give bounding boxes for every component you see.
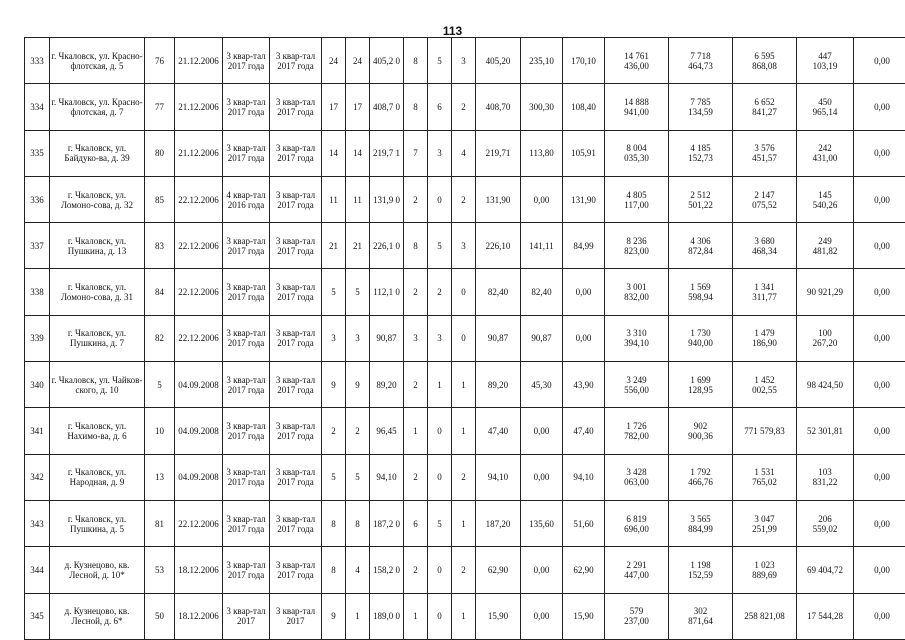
count-2-cell: 24 (346, 38, 370, 84)
area-total-cell: 112,1 0 (370, 269, 404, 315)
table-row (25, 500, 905, 546)
sum-total-cell: 3 428 063,00 (605, 454, 669, 500)
quarter-start-cell: 3 квар-тал 2017 года (223, 269, 270, 315)
area-b-cell: 0,00 (521, 454, 563, 500)
sum-d-cell: 0,00 (854, 547, 905, 593)
area-b-cell: 0,00 (521, 547, 563, 593)
quarter-start-cell: 3 квар-тал 2017 года (223, 547, 270, 593)
count-4-cell: 5 (428, 38, 452, 84)
address-cell: г. Чкаловск, ул. Красно-флотская, д. 5 (50, 38, 145, 84)
sum-d-cell: 0,00 (854, 593, 905, 639)
sum-b-cell: 3 576 451,57 (733, 130, 797, 176)
count-3-cell: 2 (404, 269, 428, 315)
count-5-cell: 3 (452, 223, 476, 269)
year-cell: 13 (145, 454, 175, 500)
area-total-cell: 405,2 0 (370, 38, 404, 84)
sum-b-cell: 6 652 841,27 (733, 84, 797, 130)
count-4-cell: 0 (428, 408, 452, 454)
sum-a-cell: 1 699 128,95 (669, 362, 733, 408)
sum-a-cell: 1 569 598,94 (669, 269, 733, 315)
count-1-cell: 3 (322, 315, 346, 361)
count-4-cell: 0 (428, 593, 452, 639)
year-cell: 83 (145, 223, 175, 269)
count-3-cell: 1 (404, 593, 428, 639)
sum-c-cell: 52 301,81 (797, 408, 854, 454)
count-3-cell: 8 (404, 38, 428, 84)
quarter-start-cell: 3 квар-тал 2017 года (223, 408, 270, 454)
area-a-cell: 62,90 (476, 547, 521, 593)
count-1-cell: 8 (322, 547, 346, 593)
count-1-cell: 14 (322, 130, 346, 176)
count-4-cell: 0 (428, 176, 452, 222)
area-c-cell: 0,00 (563, 315, 605, 361)
count-2-cell: 11 (346, 176, 370, 222)
row-number: 337 (25, 223, 50, 269)
area-a-cell: 47,40 (476, 408, 521, 454)
sum-total-cell: 6 819 696,00 (605, 500, 669, 546)
sum-a-cell: 1 792 466,76 (669, 454, 733, 500)
sum-b-cell: 1 479 186,90 (733, 315, 797, 361)
count-5-cell: 0 (452, 315, 476, 361)
sum-b-cell: 6 595 868,08 (733, 38, 797, 84)
address-cell: г. Чкаловск, ул. Пушкина, д. 7 (50, 315, 145, 361)
area-a-cell: 94,10 (476, 454, 521, 500)
sum-d-cell: 0,00 (854, 84, 905, 130)
area-c-cell: 131,90 (563, 176, 605, 222)
year-cell: 50 (145, 593, 175, 639)
address-cell: г. Чкаловск, ул. Пушкина, д. 5 (50, 500, 145, 546)
sum-d-cell: 0,00 (854, 315, 905, 361)
sum-c-cell: 17 544,28 (797, 593, 854, 639)
sum-b-cell: 1 341 311,77 (733, 269, 797, 315)
count-5-cell: 2 (452, 547, 476, 593)
count-5-cell: 1 (452, 500, 476, 546)
count-1-cell: 17 (322, 84, 346, 130)
date-cell: 18.12.2006 (175, 547, 223, 593)
sum-a-cell: 1 198 152,59 (669, 547, 733, 593)
area-a-cell: 408,70 (476, 84, 521, 130)
area-c-cell: 94,10 (563, 454, 605, 500)
sum-total-cell: 3 249 556,00 (605, 362, 669, 408)
quarter-start-cell: 3 квар-тал 2017 года (223, 130, 270, 176)
row-number: 338 (25, 269, 50, 315)
count-5-cell: 1 (452, 362, 476, 408)
address-cell: д. Кузнецово, кв. Лесной, д. 6* (50, 593, 145, 639)
sum-d-cell: 0,00 (854, 223, 905, 269)
date-cell: 22.12.2006 (175, 176, 223, 222)
area-b-cell: 235,10 (521, 38, 563, 84)
area-total-cell: 226,1 0 (370, 223, 404, 269)
area-c-cell: 170,10 (563, 38, 605, 84)
sum-c-cell: 145 540,26 (797, 176, 854, 222)
sum-a-cell: 7 718 464,73 (669, 38, 733, 84)
count-3-cell: 7 (404, 130, 428, 176)
quarter-end-cell: 3 квар-тал 2017 года (270, 84, 322, 130)
area-b-cell: 90,87 (521, 315, 563, 361)
area-total-cell: 131,9 0 (370, 176, 404, 222)
sum-total-cell: 8 004 035,30 (605, 130, 669, 176)
count-1-cell: 2 (322, 408, 346, 454)
area-a-cell: 187,20 (476, 500, 521, 546)
sum-a-cell: 1 730 940,00 (669, 315, 733, 361)
date-cell: 22.12.2006 (175, 269, 223, 315)
area-total-cell: 90,87 (370, 315, 404, 361)
area-b-cell: 141,11 (521, 223, 563, 269)
sum-d-cell: 0,00 (854, 362, 905, 408)
sum-total-cell: 1 726 782,00 (605, 408, 669, 454)
row-number: 334 (25, 84, 50, 130)
sum-c-cell: 450 965,14 (797, 84, 854, 130)
area-total-cell: 89,20 (370, 362, 404, 408)
sum-c-cell: 103 831,22 (797, 454, 854, 500)
area-c-cell: 84,99 (563, 223, 605, 269)
address-cell: г. Чкаловск, ул. Чайков-ского, д. 10 (50, 362, 145, 408)
sum-c-cell: 249 481,82 (797, 223, 854, 269)
count-1-cell: 8 (322, 500, 346, 546)
sum-a-cell: 4 306 872,84 (669, 223, 733, 269)
sum-d-cell: 0,00 (854, 500, 905, 546)
date-cell: 04.09.2008 (175, 362, 223, 408)
area-a-cell: 131,90 (476, 176, 521, 222)
count-2-cell: 21 (346, 223, 370, 269)
sum-d-cell: 0,00 (854, 408, 905, 454)
area-b-cell: 135,60 (521, 500, 563, 546)
quarter-end-cell: 3 квар-тал 2017 года (270, 38, 322, 84)
row-number: 339 (25, 315, 50, 361)
year-cell: 80 (145, 130, 175, 176)
sum-c-cell: 69 404,72 (797, 547, 854, 593)
sum-a-cell: 4 185 152,73 (669, 130, 733, 176)
row-number: 336 (25, 176, 50, 222)
count-4-cell: 6 (428, 84, 452, 130)
table-row (25, 454, 905, 500)
table-row (25, 84, 905, 130)
quarter-end-cell: 3 квар-тал 2017 года (270, 454, 322, 500)
count-3-cell: 2 (404, 176, 428, 222)
count-5-cell: 2 (452, 176, 476, 222)
sum-c-cell: 98 424,50 (797, 362, 854, 408)
area-a-cell: 226,10 (476, 223, 521, 269)
count-2-cell: 3 (346, 315, 370, 361)
area-a-cell: 82,40 (476, 269, 521, 315)
sum-total-cell: 14 761 436,00 (605, 38, 669, 84)
quarter-end-cell: 3 квар-тал 2017 (270, 593, 322, 639)
sum-a-cell: 2 512 501,22 (669, 176, 733, 222)
sum-a-cell: 7 785 134,59 (669, 84, 733, 130)
area-c-cell: 105,91 (563, 130, 605, 176)
row-number: 340 (25, 362, 50, 408)
year-cell: 85 (145, 176, 175, 222)
address-cell: г. Чкаловск, ул. Красно-флотская, д. 7 (50, 84, 145, 130)
address-cell: г. Чкаловск, ул. Байдуко-ва, д. 39 (50, 130, 145, 176)
table-row (25, 38, 905, 84)
sum-a-cell: 902 900,36 (669, 408, 733, 454)
sum-d-cell: 0,00 (854, 130, 905, 176)
area-c-cell: 15,90 (563, 593, 605, 639)
sum-b-cell: 1 452 002,55 (733, 362, 797, 408)
count-4-cell: 5 (428, 500, 452, 546)
sum-c-cell: 100 267,20 (797, 315, 854, 361)
date-cell: 22.12.2006 (175, 223, 223, 269)
area-b-cell: 0,00 (521, 593, 563, 639)
sum-b-cell: 771 579,83 (733, 408, 797, 454)
area-a-cell: 405,20 (476, 38, 521, 84)
quarter-start-cell: 4 квар-тал 2016 года (223, 176, 270, 222)
date-cell: 21.12.2006 (175, 130, 223, 176)
sum-c-cell: 447 103,19 (797, 38, 854, 84)
address-cell: д. Кузнецово, кв. Лесной, д. 10* (50, 547, 145, 593)
area-total-cell: 94,10 (370, 454, 404, 500)
count-1-cell: 24 (322, 38, 346, 84)
row-number: 341 (25, 408, 50, 454)
quarter-end-cell: 3 квар-тал 2017 года (270, 130, 322, 176)
count-1-cell: 5 (322, 269, 346, 315)
count-5-cell: 4 (452, 130, 476, 176)
sum-total-cell: 14 888 941,00 (605, 84, 669, 130)
year-cell: 76 (145, 38, 175, 84)
count-5-cell: 0 (452, 269, 476, 315)
quarter-end-cell: 3 квар-тал 2017 года (270, 500, 322, 546)
year-cell: 84 (145, 269, 175, 315)
quarter-end-cell: 3 квар-тал 2017 года (270, 223, 322, 269)
count-5-cell: 1 (452, 408, 476, 454)
quarter-start-cell: 3 квар-тал 2017 года (223, 315, 270, 361)
address-cell: г. Чкаловск, ул. Народная, д. 9 (50, 454, 145, 500)
count-2-cell: 4 (346, 547, 370, 593)
count-4-cell: 2 (428, 269, 452, 315)
quarter-start-cell: 3 квар-тал 2017 года (223, 362, 270, 408)
area-c-cell: 43,90 (563, 362, 605, 408)
count-1-cell: 11 (322, 176, 346, 222)
count-2-cell: 14 (346, 130, 370, 176)
count-1-cell: 5 (322, 454, 346, 500)
count-2-cell: 5 (346, 454, 370, 500)
year-cell: 81 (145, 500, 175, 546)
sum-total-cell: 3 310 394,10 (605, 315, 669, 361)
row-number: 344 (25, 547, 50, 593)
sum-total-cell: 3 001 832,00 (605, 269, 669, 315)
area-total-cell: 189,0 0 (370, 593, 404, 639)
count-2-cell: 17 (346, 84, 370, 130)
row-number: 342 (25, 454, 50, 500)
sum-c-cell: 206 559,02 (797, 500, 854, 546)
sum-a-cell: 302 871,64 (669, 593, 733, 639)
address-cell: г. Чкаловск, ул. Ломоно-сова, д. 32 (50, 176, 145, 222)
area-c-cell: 0,00 (563, 269, 605, 315)
count-5-cell: 2 (452, 84, 476, 130)
count-4-cell: 3 (428, 315, 452, 361)
count-3-cell: 8 (404, 223, 428, 269)
count-4-cell: 0 (428, 454, 452, 500)
table-row (25, 315, 905, 361)
sum-b-cell: 258 821,08 (733, 593, 797, 639)
sum-c-cell: 242 431,00 (797, 130, 854, 176)
quarter-end-cell: 3 квар-тал 2017 года (270, 176, 322, 222)
count-4-cell: 0 (428, 547, 452, 593)
area-b-cell: 82,40 (521, 269, 563, 315)
date-cell: 18.12.2006 (175, 593, 223, 639)
date-cell: 04.09.2008 (175, 454, 223, 500)
quarter-end-cell: 3 квар-тал 2017 года (270, 362, 322, 408)
count-3-cell: 2 (404, 362, 428, 408)
sum-d-cell: 0,00 (854, 269, 905, 315)
date-cell: 21.12.2006 (175, 84, 223, 130)
row-number: 335 (25, 130, 50, 176)
count-5-cell: 2 (452, 454, 476, 500)
count-5-cell: 1 (452, 593, 476, 639)
area-a-cell: 89,20 (476, 362, 521, 408)
area-c-cell: 108,40 (563, 84, 605, 130)
table-row (25, 593, 905, 639)
area-total-cell: 96,45 (370, 408, 404, 454)
date-cell: 21.12.2006 (175, 38, 223, 84)
page-number: 113 (442, 24, 463, 38)
quarter-end-cell: 3 квар-тал 2017 года (270, 408, 322, 454)
sum-c-cell: 90 921,29 (797, 269, 854, 315)
sum-a-cell: 3 565 884,99 (669, 500, 733, 546)
address-cell: г. Чкаловск, ул. Нахимо-ва, д. 6 (50, 408, 145, 454)
address-cell: г. Чкаловск, ул. Пушкина, д. 13 (50, 223, 145, 269)
area-total-cell: 219,7 1 (370, 130, 404, 176)
row-number: 345 (25, 593, 50, 639)
area-a-cell: 15,90 (476, 593, 521, 639)
count-2-cell: 1 (346, 593, 370, 639)
table-row (25, 547, 905, 593)
area-total-cell: 187,2 0 (370, 500, 404, 546)
sum-d-cell: 0,00 (854, 176, 905, 222)
year-cell: 77 (145, 84, 175, 130)
count-1-cell: 9 (322, 362, 346, 408)
sum-d-cell: 0,00 (854, 454, 905, 500)
count-5-cell: 3 (452, 38, 476, 84)
table-row (25, 223, 905, 269)
date-cell: 22.12.2006 (175, 500, 223, 546)
sum-total-cell: 4 805 117,00 (605, 176, 669, 222)
date-cell: 04.09.2008 (175, 408, 223, 454)
count-2-cell: 9 (346, 362, 370, 408)
count-3-cell: 2 (404, 547, 428, 593)
sum-b-cell: 3 680 468,34 (733, 223, 797, 269)
count-4-cell: 5 (428, 223, 452, 269)
area-b-cell: 45,30 (521, 362, 563, 408)
sum-b-cell: 3 047 251,99 (733, 500, 797, 546)
count-4-cell: 3 (428, 130, 452, 176)
count-2-cell: 5 (346, 269, 370, 315)
sum-b-cell: 1 023 889,69 (733, 547, 797, 593)
area-b-cell: 300,30 (521, 84, 563, 130)
quarter-end-cell: 3 квар-тал 2017 года (270, 315, 322, 361)
quarter-start-cell: 3 квар-тал 2017 года (223, 38, 270, 84)
year-cell: 82 (145, 315, 175, 361)
sum-d-cell: 0,00 (854, 38, 905, 84)
quarter-end-cell: 3 квар-тал 2017 года (270, 547, 322, 593)
count-3-cell: 3 (404, 315, 428, 361)
sum-b-cell: 1 531 765,02 (733, 454, 797, 500)
quarter-start-cell: 3 квар-тал 2017 года (223, 500, 270, 546)
count-4-cell: 1 (428, 362, 452, 408)
sum-b-cell: 2 147 075,52 (733, 176, 797, 222)
area-c-cell: 62,90 (563, 547, 605, 593)
row-number: 333 (25, 38, 50, 84)
count-2-cell: 2 (346, 408, 370, 454)
quarter-start-cell: 3 квар-тал 2017 года (223, 223, 270, 269)
area-a-cell: 219,71 (476, 130, 521, 176)
year-cell: 5 (145, 362, 175, 408)
area-b-cell: 0,00 (521, 408, 563, 454)
table-row (25, 362, 905, 408)
area-total-cell: 158,2 0 (370, 547, 404, 593)
table-row (25, 269, 905, 315)
quarter-start-cell: 3 квар-тал 2017 года (223, 84, 270, 130)
count-3-cell: 1 (404, 408, 428, 454)
sum-total-cell: 8 236 823,00 (605, 223, 669, 269)
table-row (25, 130, 905, 176)
date-cell: 22.12.2006 (175, 315, 223, 361)
area-b-cell: 0,00 (521, 176, 563, 222)
sum-total-cell: 579 237,00 (605, 593, 669, 639)
resettlement-table (24, 37, 905, 640)
quarter-start-cell: 3 квар-тал 2017 (223, 593, 270, 639)
row-number: 343 (25, 500, 50, 546)
table-row (25, 176, 905, 222)
area-c-cell: 51,60 (563, 500, 605, 546)
area-c-cell: 47,40 (563, 408, 605, 454)
quarter-start-cell: 3 квар-тал 2017 года (223, 454, 270, 500)
area-a-cell: 90,87 (476, 315, 521, 361)
quarter-end-cell: 3 квар-тал 2017 года (270, 269, 322, 315)
count-3-cell: 6 (404, 500, 428, 546)
year-cell: 10 (145, 408, 175, 454)
count-1-cell: 21 (322, 223, 346, 269)
table-row (25, 408, 905, 454)
count-2-cell: 8 (346, 500, 370, 546)
area-total-cell: 408,7 0 (370, 84, 404, 130)
area-b-cell: 113,80 (521, 130, 563, 176)
sum-total-cell: 2 291 447,00 (605, 547, 669, 593)
count-3-cell: 8 (404, 84, 428, 130)
address-cell: г. Чкаловск, ул. Ломоно-сова, д. 31 (50, 269, 145, 315)
count-1-cell: 9 (322, 593, 346, 639)
count-3-cell: 2 (404, 454, 428, 500)
year-cell: 53 (145, 547, 175, 593)
